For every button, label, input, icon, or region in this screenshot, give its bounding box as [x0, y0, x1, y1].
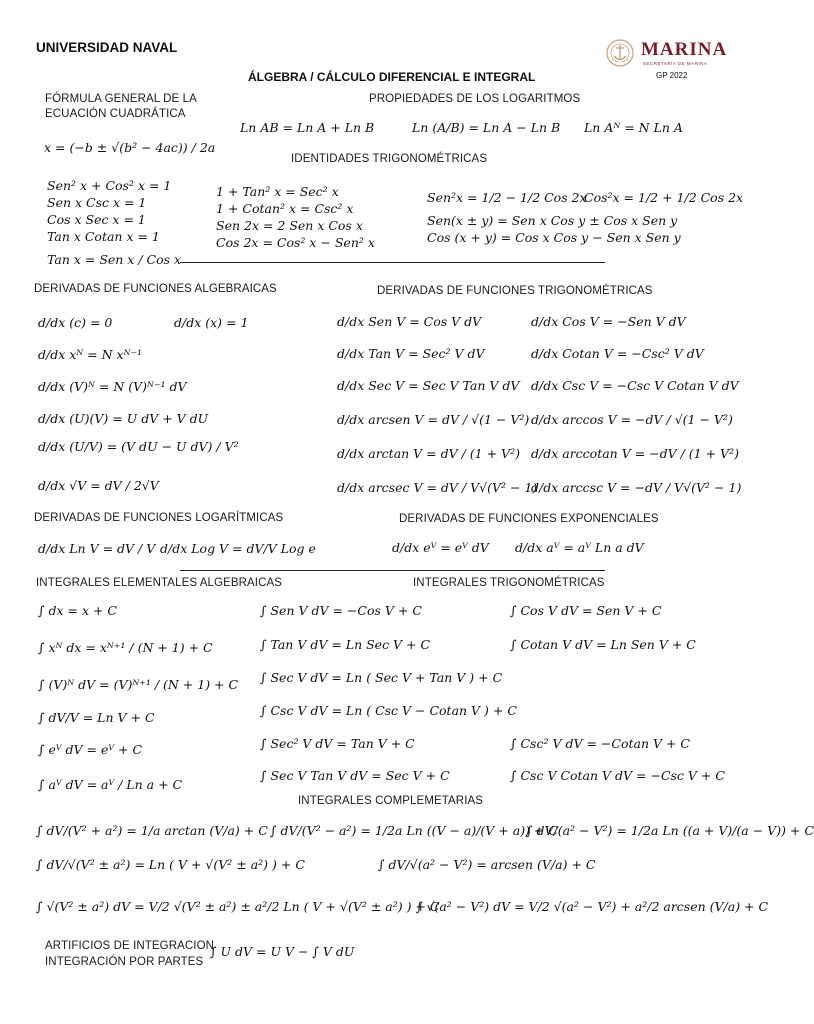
- section-artifices-l2: INTEGRACIÓN POR PARTES: [45, 956, 204, 968]
- formula-log-product: Ln AB = Ln A + Ln B: [240, 120, 375, 135]
- int-comp-root-minus: ∫ √(a² − V²) dV = V/2 √(a² − V²) + a²/2 arcsen (V/a) + C: [416, 899, 769, 914]
- section-artifices-l1: ARTIFICIOS DE INTEGRACION: [45, 940, 215, 952]
- int-sen: ∫ Sen V dV = −Cos V + C: [260, 603, 422, 618]
- section-deriv-algebraic: DERIVADAS DE FUNCIONES ALGEBRAICAS: [34, 283, 277, 295]
- deriv-sec: d/dx Sec V = Sec V Tan V dV: [337, 378, 520, 393]
- deriv-cos: d/dx Cos V = −Sen V dV: [531, 314, 686, 329]
- university-name: UNIVERSIDAD NAVAL: [36, 40, 178, 55]
- int-exp-a: ∫ aⱽ dV = aⱽ / Ln a + C: [38, 777, 183, 792]
- int-tan: ∫ Tan V dV = Ln Sec V + C: [260, 637, 431, 652]
- formula-log-power: Ln Aᴺ = N Ln A: [584, 120, 683, 135]
- int-power-x: ∫ xᴺ dx = xᴺ⁺¹ / (N + 1) + C: [38, 640, 213, 655]
- deriv-arcsen: d/dx arcsen V = dV / √(1 − V²): [337, 412, 530, 427]
- formula-cos-sq: Cos²x = 1/2 + 1/2 Cos 2x: [584, 190, 744, 205]
- formula-sen2x: Sen 2x = 2 Sen x Cos x: [216, 218, 363, 233]
- int-csc-cotan: ∫ Csc V Cotan V dV = −Csc V + C: [510, 768, 725, 783]
- section-deriv-log: DERIVADAS DE FUNCIONES LOGARÍTMICAS: [34, 512, 284, 524]
- deriv-ln: d/dx Ln V = dV / V: [38, 541, 156, 556]
- int-comp-arcsen: ∫ dV/√(a² − V²) = arcsen (V/a) + C: [378, 857, 596, 872]
- formula-cotan-csc: 1 + Cotan² x = Csc² x: [216, 201, 354, 216]
- divider-trig: [180, 262, 605, 263]
- formula-sen-sum: Sen(x ± y) = Sen x Cos y ± Cos x Sen y: [427, 213, 678, 228]
- deriv-constant: d/dx (c) = 0: [38, 315, 113, 330]
- formula-sen-csc: Sen x Csc x = 1: [47, 195, 147, 210]
- deriv-sen: d/dx Sen V = Cos V dV: [337, 314, 482, 329]
- deriv-cotan: d/dx Cotan V = −Csc² V dV: [531, 346, 704, 361]
- section-quadratic-l2: ECUACIÓN CUADRÁTICA: [45, 108, 186, 120]
- deriv-x: d/dx (x) = 1: [174, 315, 249, 330]
- deriv-tan: d/dx Tan V = Sec² V dV: [337, 346, 485, 361]
- section-deriv-trig: DERIVADAS DE FUNCIONES TRIGONOMÉTRICAS: [377, 285, 653, 297]
- logo-subtext: SECRETARÍA DE MARINA: [643, 61, 708, 66]
- int-cotan: ∫ Cotan V dV = Ln Sen V + C: [510, 637, 696, 652]
- deriv-arcsec: d/dx arcsec V = dV / V√(V² − 1): [337, 480, 538, 495]
- section-int-trig: INTEGRALES TRIGONOMÉTRICAS: [413, 577, 605, 589]
- formula-cos-sec: Cos x Sec x = 1: [47, 212, 146, 227]
- formula-log-quotient: Ln (A/B) = Ln A − Ln B: [412, 120, 561, 135]
- deriv-product: d/dx (U)(V) = U dV + V dU: [38, 411, 209, 426]
- int-sec-sq: ∫ Sec² V dV = Tan V + C: [260, 736, 415, 751]
- int-csc-sq: ∫ Csc² V dV = −Cotan V + C: [510, 736, 690, 751]
- int-sec: ∫ Sec V dV = Ln ( Sec V + Tan V ) + C: [260, 670, 503, 685]
- int-ln: ∫ dV/V = Ln V + C: [38, 710, 155, 725]
- formula-cos-sum: Cos (x + y) = Cos x Cos y − Sen x Sen y: [427, 230, 681, 245]
- formula-tan-def: Tan x = Sen x / Cos x: [47, 252, 182, 267]
- deriv-exp-e: d/dx eⱽ = eⱽ dV: [392, 540, 489, 555]
- document-title: ÁLGEBRA / CÁLCULO DIFERENCIAL E INTEGRAL: [248, 70, 536, 84]
- anchor-emblem-icon: [605, 38, 635, 68]
- formula-pythagorean: Sen² x + Cos² x = 1: [47, 178, 172, 193]
- section-trig-identities: IDENTIDADES TRIGONOMÉTRICAS: [291, 153, 488, 165]
- int-dx: ∫ dx = x + C: [38, 603, 117, 618]
- formula-integration-by-parts: ∫ U dV = U V − ∫ V dU: [210, 944, 355, 959]
- deriv-chain-power: d/dx (V)ᴺ = N (V)ᴺ⁻¹ dV: [38, 379, 187, 394]
- deriv-quotient: d/dx (U/V) = (V dU − U dV) / V²: [38, 439, 239, 454]
- section-logs: PROPIEDADES DE LOS LOGARITMOS: [369, 93, 581, 105]
- formula-tan-cotan: Tan x Cotan x = 1: [47, 229, 160, 244]
- int-comp-arctan: ∫ dV/(V² + a²) = 1/a arctan (V/a) + C: [36, 823, 268, 838]
- formula-sen-sq: Sen²x = 1/2 − 1/2 Cos 2x: [427, 190, 587, 205]
- int-power-v: ∫ (V)ᴺ dV = (V)ᴺ⁺¹ / (N + 1) + C: [38, 677, 239, 692]
- deriv-arccsc: d/dx arccsc V = −dV / V√(V² − 1): [531, 480, 742, 495]
- deriv-log: d/dx Log V = dV/V Log e: [160, 541, 316, 556]
- formula-quadratic: x = (−b ± √(b² − 4ac)) / 2a: [44, 140, 216, 155]
- int-cos: ∫ Cos V dV = Sen V + C: [510, 603, 662, 618]
- deriv-power: d/dx xᴺ = N xᴺ⁻¹: [38, 347, 143, 362]
- section-int-algebraic: INTEGRALES ELEMENTALES ALGEBRAICAS: [36, 577, 283, 589]
- int-comp-ln-diff: ∫ dV/(V² − a²) = 1/2a Ln ((V − a)/(V + a)) + C: [270, 823, 558, 838]
- int-sec-tan: ∫ Sec V Tan V dV = Sec V + C: [260, 768, 450, 783]
- int-comp-ln-sum: ∫ dV/(a² − V²) = 1/2a Ln ((a + V)/(a − V)) + C: [526, 823, 814, 838]
- formula-tan-sec: 1 + Tan² x = Sec² x: [216, 184, 339, 199]
- logo-wordmark: MARINA: [641, 39, 728, 60]
- marina-logo: [605, 38, 635, 73]
- deriv-arccotan: d/dx arccotan V = −dV / (1 + V²): [531, 446, 739, 461]
- deriv-csc: d/dx Csc V = −Csc V Cotan V dV: [531, 378, 739, 393]
- int-csc: ∫ Csc V dV = Ln ( Csc V − Cotan V ) + C: [260, 703, 517, 718]
- formula-cos2x: Cos 2x = Cos² x − Sen² x: [216, 235, 375, 250]
- int-exp-e: ∫ eⱽ dV = eⱽ + C: [38, 742, 143, 757]
- int-comp-ln-root: ∫ dV/√(V² ± a²) = Ln ( V + √(V² ± a²) ) + C: [36, 857, 305, 872]
- int-comp-root-plus: ∫ √(V² ± a²) dV = V/2 √(V² ± a²) ± a²/2 Ln ( V + √(V² ± a²) ) + C: [36, 899, 440, 914]
- divider-log-exp: [180, 570, 605, 571]
- deriv-arccos: d/dx arccos V = −dV / √(1 − V²): [531, 412, 733, 427]
- section-int-complementary: INTEGRALES COMPLEMETARIAS: [298, 795, 484, 807]
- deriv-exp-a: d/dx aⱽ = aⱽ Ln a dV: [515, 540, 644, 555]
- edition-label: GP 2022: [656, 71, 688, 80]
- deriv-arctan: d/dx arctan V = dV / (1 + V²): [337, 446, 520, 461]
- deriv-sqrt: d/dx √V = dV / 2√V: [38, 478, 159, 493]
- section-quadratic-l1: FÓRMULA GENERAL DE LA: [45, 93, 197, 105]
- section-deriv-exp: DERIVADAS DE FUNCIONES EXPONENCIALES: [399, 513, 659, 525]
